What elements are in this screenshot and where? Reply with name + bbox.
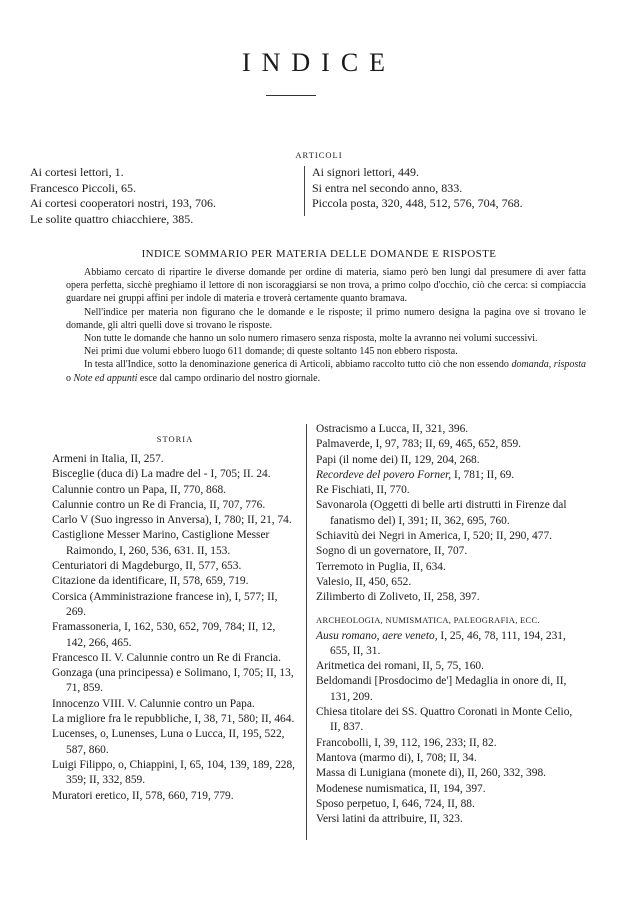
index-entry: Francesco II. V. Calunnie contro un Re di Francia. [52,651,281,664]
index-entry: Framassoneria, I, 162, 530, 652, 709, 784; II, 12, 142, 266, 465. [52,621,276,649]
sommario-italic: domanda, [511,359,552,371]
index-entry: Luigi Filippo, o, Chiappini, I, 65, 104, 139, 189, 228, 359; II, 332, 859. [52,758,296,787]
sommario-paragraph: Nei primi due volumi ebbero luogo 611 domande; di queste soltanto 145 non ebbero risposta. [84,346,458,358]
index-entry: Terremoto in Puglia, II, 634. [316,560,446,573]
index-entry: Palmaverde, I, 97, 783; II, 69, 465, 652, 859. [316,438,521,451]
right-index-column [316,422,578,827]
index-entry: Castiglione Messer Marino, Castiglione Messer Raimondo, I, 260, 536, 631. II, 153. [52,529,270,557]
index-entry: Innocenzo VIII. V. Calunnie contro un Papa. [52,697,255,710]
sommario-text: esce dal campo ordinario del nostro giornale. [139,372,321,384]
main-column-divider [306,424,307,840]
index-entry: Corsica (Amministrazione francese in), I, 577; II, 269. [52,590,278,618]
sommario-paragraph: Nell'indice per materia non figurano che le domande e le risposte; il primo numero designa la pagina ove si trovano le domande, gli altri quelli dove si trovano le risposte. [66,306,586,331]
page-title: INDICE [241,48,397,77]
articoli-right-column [312,165,612,212]
sommario-italic: Note ed appunti [73,372,138,384]
articoli-item: Le solite quattro chiacchiere, 385. [30,211,194,226]
storia-heading: STORIA [156,434,194,444]
sommario-paragraph: Non tutte le domande che hanno un solo numero rimasero senza risposta, molte la avranno nei volumi successivi. [84,333,538,345]
index-entry: Massa di Lunigiana (monete di), II, 260, 332, 398. [316,767,546,780]
index-entry: Armeni in Italia, II, 257. [52,453,164,465]
sommario-title: INDICE SOMMARIO PER MATERIA DELLE DOMANDE E RISPOSTE [141,248,497,260]
sommario-italic: risposta [553,359,587,371]
index-entry: Gonzaga (una principessa) e Solimano, I, 705; II, 13, 71, 859. [52,667,294,695]
articoli-item: Ai signori lettori, 449. [312,165,419,179]
index-entry: Papi (il nome dei) II, 129, 204, 268. [316,453,480,466]
articoli-item: Si entra nel secondo anno, 833. [312,180,463,195]
index-entry: Francobolli, I, 39, 112, 196, 233; II, 82. [316,736,497,749]
index-entry: Calunnie contro un Papa, II, 770, 868. [52,483,226,496]
index-entry: Schiavitù dei Negri in America, I, 520; II, 290, 477. [316,530,552,543]
index-entry: La migliore fra le repubbliche, I, 38, 71, 580; II, 464. [52,713,295,726]
index-entry: Calunnie contro un Re di Francia, II, 707, 776. [52,498,266,511]
entry-italic-title: Recordeve del povero Forner, [316,468,452,481]
index-entry: Chiesa titolare dei SS. Quattro Coronati in Monte Celio, II, 837. [316,706,573,734]
index-entry: Zilimberto di Zoliveto, II, 258, 397. [316,591,480,604]
index-entry: Carlo V (Suo ingresso in Anversa), I, 780; II, 21, 74. [52,514,292,527]
sommario-text: o [66,372,71,384]
index-entry: Savonarola (Oggetti di belle arti distrutti in Firenze dal fanatismo del) I, 391; II, 362, 695, 760. [316,499,567,527]
index-entry: Ostracismo a Lucca, II, 321, 396. [316,423,469,435]
articoli-heading: ARTICOLI [295,150,343,160]
index-entry: Lucenses, o, Lunenses, Luna o Lucca, II, 195, 522, 587, 860. [52,728,285,756]
index-entry: Sposo perpetuo, I, 646, 724, II, 88. [316,797,475,810]
index-entry: Aritmetica dei romani, II, 5, 75, 160. [316,660,484,673]
index-entry: Re Fischiati, II, 770. [316,484,410,497]
index-entry [316,629,578,660]
index-entry: Versi latini da attribuire, II, 323. [316,813,463,826]
sommario-paragraphs [66,266,586,385]
title-rule [266,95,316,96]
storia-column [52,432,298,804]
articoli-divider [304,166,305,216]
index-entry: Mantova (marmo di), I, 708; II, 34. [316,751,477,764]
articoli-item: Francesco Piccoli, 65. [30,180,136,195]
entry-italic-title: Ausu romano, aere veneto, [316,629,438,642]
sommario-paragraph: Abbiamo cercato di ripartire le diverse domande per ordine di materia, siamo però ben lungi dal presumere di aver fatta opera perfetta, sicchè preghiamo il lettore di non iscoraggiarsi se non trova, a primo colpo d'occhio, ciò che cerca: si compiaccia guardare nei gruppi affini per indole di materia e troverà certamente quanto bramava. [66,267,586,305]
articoli-item: Ai cortesi lettori, 1. [30,165,124,179]
index-entry: Sogno di un governatore, II, 707. [316,545,468,558]
sommario-text: In testa all'Indice, sotto la denominazione generica di Articoli, abbiamo raccolto tutto ciò che non essendo [84,359,509,371]
entry-refs: I, 781; II, 69. [451,468,515,481]
sommario-paragraph [66,358,586,384]
index-entry: Centuriatori di Magdeburgo, II, 577, 653. [52,560,242,573]
entry-refs: I, 25, 46, 78, 111, 194, 231, 655, II, 31. [330,629,566,657]
index-entry: Muratori eretico, II, 578, 660, 719, 779. [52,789,234,802]
index-entry [316,468,578,483]
articoli-left-column [30,165,300,227]
articoli-item: Piccola posta, 320, 448, 512, 576, 704, 768. [312,196,523,210]
index-entry: Valesio, II, 450, 652. [316,575,412,588]
index-entry: Beldomandi [Prosdocimo de'] Medaglia in onore di, II, 131, 209. [316,675,567,703]
index-entry: Modenese numismatica, II, 194, 397. [316,782,486,795]
articoli-item: Ai cortesi cooperatori nostri, 193, 706. [30,196,216,210]
index-entry: Bisceglie (duca di) La madre del - I, 705; II. 24. [52,468,271,481]
archeologia-heading: ARCHEOLOGIA, NUMISMATICA, PALEOGRAFIA, ECC. [316,614,540,625]
index-entry: Citazione da identificare, II, 578, 659, 719. [52,575,249,588]
